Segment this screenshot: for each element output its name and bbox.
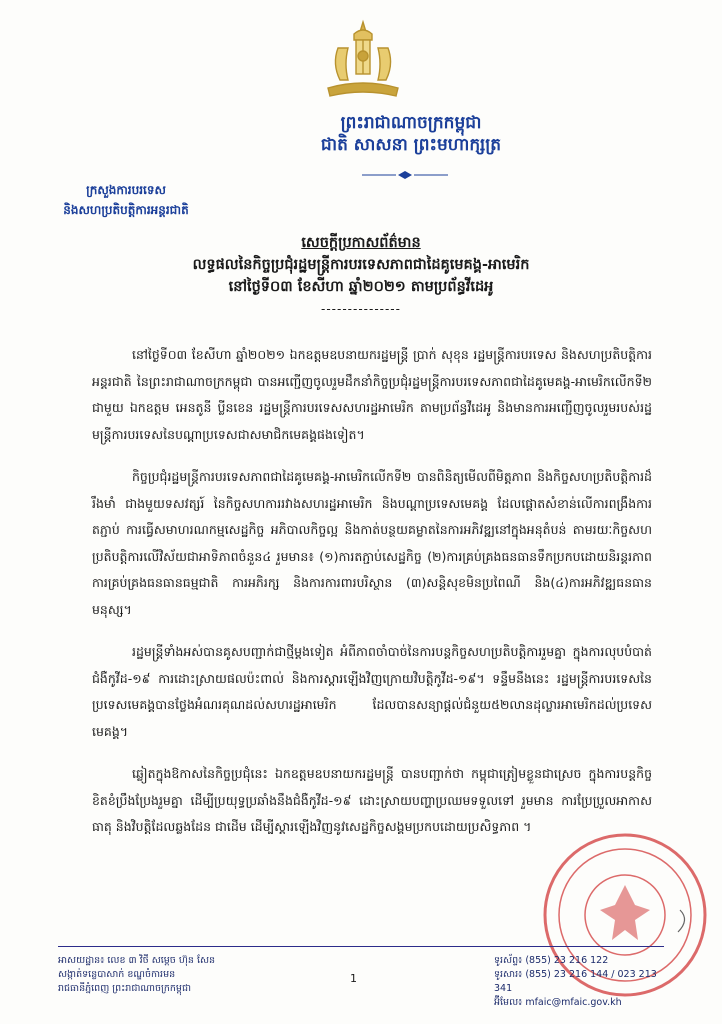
heading-separator: ---------------: [321, 302, 401, 316]
fax-number: ទូរសារ៖ (855) 23 216 144 / 023 213 341: [494, 969, 657, 994]
page-number: 1: [350, 972, 357, 985]
document-date-line: នៅថ្ងៃទី០៣ ខែសីហា ឆ្នាំ២០២១ តាមប្រព័ន្ធវីដេអូ: [228, 279, 494, 295]
ministry-name: [16, 180, 236, 220]
address-line: អាសយដ្ឋាន៖ លេខ ៣ វិថី សម្តេច ហ៊ុន សែន: [58, 955, 216, 966]
paragraph: នៅថ្ងៃទី០៣ ខែសីហា ឆ្នាំ២០២១ ឯកឧត្តមឧបនាយករដ្ឋមន្ត្រី ប្រាក់ សុខុន រដ្ឋមន្ត្រីការបរទេស និងសហប្រតិបត្តិការអន្តរជាតិ នៃព្រះរាជាណាចក្រកម្ពុជា បានអញ្ជើញចូលរួមដឹកនាំកិច្ចប្រជុំរដ្ឋមន្ត្រីការបរទេសភាពជាដៃគូមេគង្គ-អាមេរិកលើកទី២ ជាមួយ ឯកឧត្តម អេនតូនី ប្លីនខេន រដ្ឋមន្ត្រីការបរទេសសហរដ្ឋអាមេរិក តាមប្រព័ន្ធវីដេអូ និងមានការអញ្ជើញចូលរួមរបស់រដ្ឋមន្ត្រីការបរទេសនៃបណ្តាប្រទេសជាសមាជិកមេគង្គផងទៀត។: [92, 347, 652, 442]
paragraph: ឆ្លៀតក្នុងឱកាសនៃកិច្ចប្រជុំនេះ ឯកឧត្តមឧបនាយករដ្ឋមន្ត្រី បានបញ្ជាក់ថា កម្ពុជាត្រៀមខ្លួនជាស្រេច ក្នុងការបន្តកិច្ចខិតខំប្រឹងប្រែងរួមគ្នា ដើម្បីប្រយុទ្ធប្រឆាំងនឹងជំងឺកូវីដ-១៩ ដោះស្រាយបញ្ហាប្រឈមទទួលទៅ រួមមាន ការប្រែប្រួលអាកាសធាតុ និងវិបត្តិដែលឆ្លងដែន ជាដើម ដើម្បីស្តារឡើងវិញនូវសេដ្ឋកិច្ចសង្គមប្រកបដោយប្រសិទ្ធភាព ។: [92, 766, 652, 834]
document-subtitle: លទ្ធផលនៃកិច្ចប្រជុំរដ្ឋមន្ត្រីការបរទេសភាពជាដៃគូមេគង្គ-អាមេរិក: [192, 257, 530, 273]
email-address[interactable]: អ៊ីមែល៖ mfaic@mfaic.gov.kh: [494, 997, 622, 1008]
ministry-line-1: ក្រសួងការបរទេស: [86, 183, 166, 197]
kingdom-name: ព្រះរាជាណាចក្រកម្ពុជា: [340, 113, 482, 133]
document-title: សេចក្តីប្រកាសព័ត៌មាន: [301, 235, 421, 251]
phone-number: ទូរស័ព្ទ៖ (855) 23 216 122: [494, 955, 609, 966]
royal-crest-emblem: [318, 18, 408, 100]
address-line: សង្កាត់ទន្លេបាសាក់ ខណ្ឌចំការមន: [58, 969, 176, 980]
footer-divider: [58, 946, 664, 947]
document-heading: [0, 232, 722, 320]
kingdom-header: [0, 112, 722, 156]
footer-contact: [494, 954, 664, 1010]
address-line: រាជធានីភ្នំពេញ ព្រះរាជាណាចក្រកម្ពុជា: [58, 983, 191, 994]
footer-address: [58, 954, 318, 996]
paragraph: រដ្ឋមន្ត្រីទាំងអស់បានគូសបញ្ជាក់ជាថ្មីម្តងទៀត អំពីភាពចាំបាច់នៃការបន្តកិច្ចសហប្រតិបត្តិការរួមគ្នា ក្នុងការលុបបំបាត់ជំងឺកូវីដ-១៩ ការដោះស្រាយផលប៉ះពាល់ និងការស្តារឡើងវិញក្រោយវិបត្តិកូវីដ-១៩។ ទន្ទឹមនឹងនេះ រដ្ឋមន្ត្រីការបរទេសនៃប្រទេសមេគង្គបានថ្លែងអំណរគុណដល់សហរដ្ឋអាមេរិក ដែលបានសន្យាផ្តល់ជំនួយ៥២លានដុល្លារអាមេរិកដល់ប្រទេសមេគង្គ។: [92, 644, 652, 739]
paragraph: កិច្ចប្រជុំរដ្ឋមន្ត្រីការបរទេសភាពជាដៃគូមេគង្គ-អាមេរិកលើកទី២ បានពិនិត្យមើលពីមិត្តភាព និងកិច្ចសហប្រតិបត្តិការដ៏រឹងមាំ ជាងមួយទសវត្សរ៍ នៃកិច្ចសហការរវាងសហរដ្ឋអាមេរិក និងបណ្តាប្រទេសមេគង្គ ដែលផ្តោតសំខាន់លើការពង្រឹងការតភ្ជាប់ ការធ្វើសមាហរណកម្មសេដ្ឋកិច្ច អភិបាលកិច្ចល្អ និងកាត់បន្ថយគម្លាតនៃការអភិវឌ្ឍនៅក្នុងអនុតំបន់ តាមរយៈកិច្ចសហប្រតិបត្តិការលើវិស័យជាអាទិភាពចំនួន៤ រួមមាន៖ (១)ការតភ្ជាប់សេដ្ឋកិច្ច (២)ការគ្រប់គ្រងធនធានទឹកប្រកបដោយនិរន្តរភាព ការគ្រប់គ្រងធនធានធម្មជាតិ ការអភិរក្ស និងការការពារបរិស្ថាន (៣)សន្តិសុខមិនប្រពៃណី និង(៤)ការអភិវឌ្ឍធនធានមនុស្ស។: [92, 469, 652, 617]
ministry-line-2: និងសហប្រតិបត្តិការអន្តរជាតិ: [63, 203, 189, 217]
national-motto: ជាតិ សាសនា ព្រះមហាក្សត្រ: [320, 135, 502, 155]
document-body: [92, 342, 652, 857]
ornament-divider: [360, 170, 450, 180]
